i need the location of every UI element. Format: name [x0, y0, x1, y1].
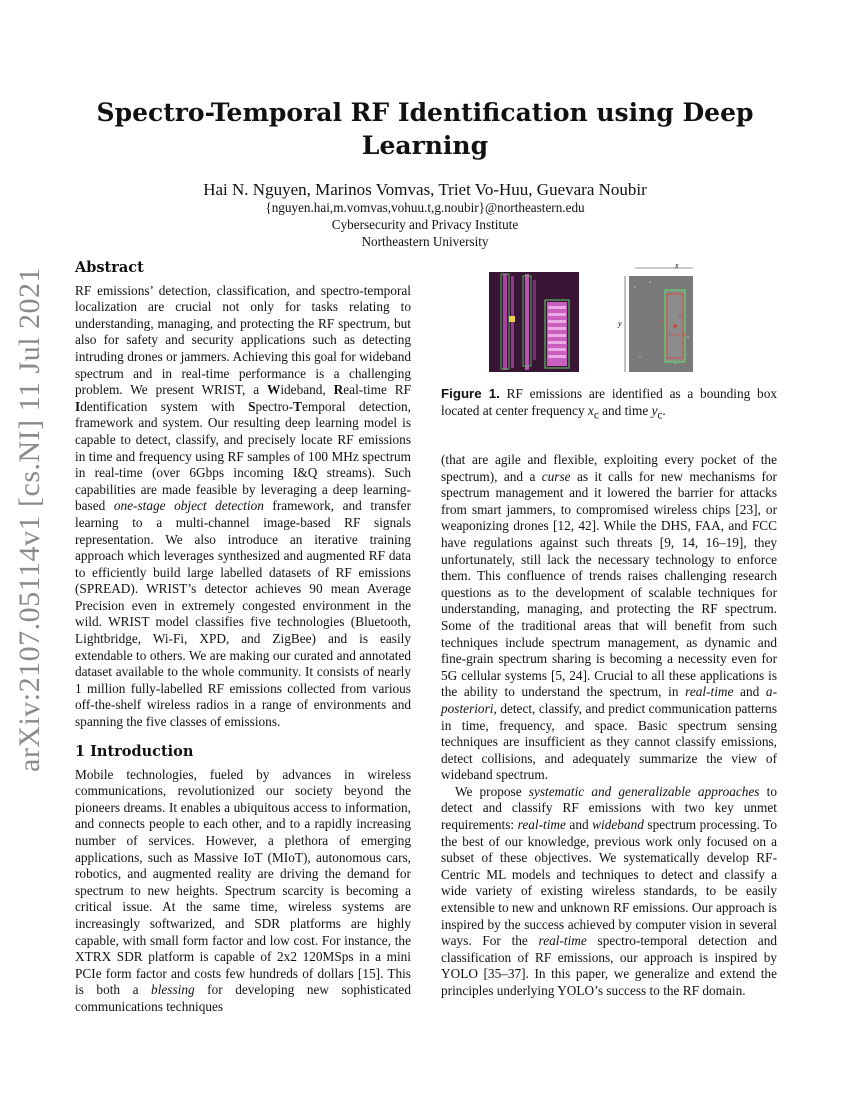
figure-1 [489, 261, 699, 378]
abstract-section [75, 260, 411, 731]
university-name: Northeastern University [361, 234, 489, 249]
figure-1-caption: Figure 1. RF emissions are identified as a bounding box located at center frequency $x_c$ and time $y_c$. [441, 386, 777, 422]
signal-band [533, 280, 536, 360]
right-column-text [441, 452, 777, 1000]
introduction-heading: 1 Introduction [75, 743, 194, 760]
author-emails: {nguyen.hai,m.vomvas,vohuu.t,g.noubir}@northeastern.edu [265, 200, 585, 215]
introduction-section [75, 744, 411, 1016]
annotation-mark [509, 316, 515, 322]
introduction-paragraph-2: (that are agile and flexible, exploiting every pocket of the spectrum), and a curse as it calls for new mechanisms for spectrum management and it lowered the barrier for attacks from smart jammers, to compromised wireless chips [23], or weaponizing drones [12, 42]. While the DHS, FAA, and FCC have regulations against such threats [9, 14, 16–19], they unfortunately, still lack the necessary technology to enforce them. This confluence of trends raises challenging research questions as to the development of scalable techniques for understanding, managing, and protecting the RF spectrum. Some of the traditional areas that will benefit from such techniques include spectrum management, as dynamic and fine-grain spectrum sharing is becoming a necessity even for 5G cellular systems [5, 24]. Crucial to all these applications is the ability to understand the spectrum, in real-time and a-posteriori, detect, classify, and predict communication patterns in time, frequency, and space. Basic spectrum sensing techniques are insufficient as they cannot classify emissions, detect collisions, and adequately summarize the view of wideband spectrum. [441, 452, 777, 783]
signal-band [503, 274, 507, 370]
introduction-paragraph-1: Mobile technologies, fueled by advances in wireless communications, revolutionized our society beyond the pioneers dreams. It enables a ubiquitous access to information, and connects people to each other, and to a rapidly increasing number of services. However, a plethora of emerging applications, such as Massive IoT (MIoT), autonomous cars, robotics, and augmented reality are driving the demand for spectrum to new heights. Spectrum scarcity is becoming a critical issue. At the same time, wireless systems are increasingly softwarized, and SDR platforms are highly capable, with small form factor and low cost. For instance, the XTRX SDR platform is capable of 2x2 120MSps in a mini PCIe form factor and costs few hundreds of dollars [15]. This is both a blessing for developing new sophisticated communications techniques [75, 766, 411, 1014]
introduction-paragraph-3: We propose systematic and generalizable approaches to detect and classify RF emissions with two key unmet requirements: real-time and wideband spectrum processing. To the best of our knowledge, previous work only focused on a subset of these objectives. We systematically develop RF-Centric ML models and techniques to detect and classify a wide variety of existing wireless standards, to be easily extensible to new and unknown RF emissions. Our approach is inspired by the success achieved by computer vision in several ways. For the real-time spectro-temporal detection and classification of RF emissions, our approach is inspired by YOLO [35–37]. In this paper, we generalize and extend the principles underlying YOLO’s success to the RF domain. [441, 783, 777, 998]
abstract-body: RF emissions’ detection, classification, and spectro-temporal localization are crucial not only for tasks relating to understanding, managing, and protecting the RF spectrum, but also for safety and security applications such as detecting intruding drones or jammers. Achieving this goal for wideband spectrum and in real-time performance is a challenging problem. We present WRIST, a Wideband, Real-time RF Identification system with Spectro-Temporal detection, framework and system. Our resulting deep learning model is capable to detect, classify, and precisely locate RF emissions in time and frequency using RF samples of 100 MHz spectrum in real-time (over 6Gbps incoming I&Q streams). Such capabilities are made feasible by leveraging a deep learning-based one-stage object detection framework, and transfer learning to a multi-channel image-based RF signals representation. We also introduce an iterative training approach which leverages synthesized and augmented RF data to efficiently build large labelled datasets of RF emissions (SPREAD). WRIST’s detector achieves 90 mean Average Precision even in extremely congested environment in the wild. WRIST model classifies five technologies (Bluetooth, Lightbridge, Wi-Fi, XPD, and ZigBee) and is easily extendable to others. We are making our curated and annotated dataset available to the whole community. It consists of nearly 1 million fully-labelled RF emissions collected from various off-the-shelf wireless radios in a range of environments and spanning the five classes of emissions. [75, 282, 412, 730]
box-center-point [673, 324, 677, 328]
paper-title [80, 96, 770, 162]
figure-1-graphic [489, 261, 699, 378]
axis-x-label: x [675, 261, 679, 270]
box-height-label: h [679, 314, 682, 320]
author-list: Hai N. Nguyen, Marinos Vomvas, Triet Vo-Huu, Guevara Noubir [203, 180, 647, 199]
title-line-1: Spectro-Temporal RF Identification using Deep [96, 98, 754, 127]
box-center-label: (x c,y c) [669, 333, 686, 338]
title-line-2: Learning [361, 131, 489, 160]
signal-band [525, 274, 529, 370]
abstract-heading: Abstract [75, 259, 144, 276]
institute-name: Cybersecurity and Privacy Institute [331, 217, 519, 232]
axis-y-label: y [618, 319, 622, 328]
arxiv-sidebar-label: arXiv:2107.05114v1 [cs.NI] 11 Jul 2021 [13, 266, 46, 772]
box-width-label: w [659, 318, 664, 324]
